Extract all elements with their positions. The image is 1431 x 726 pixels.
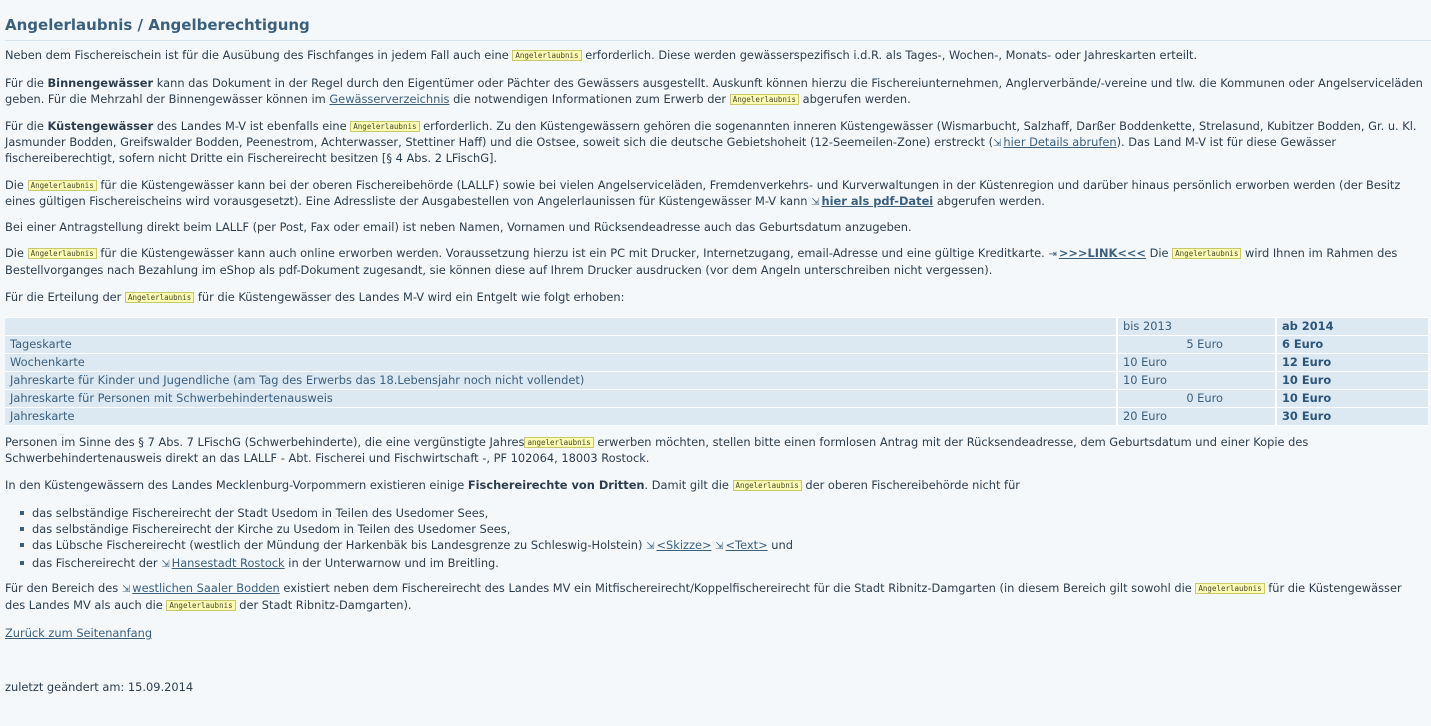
page-title: Angelerlaubnis / Angelberechtigung <box>5 16 310 34</box>
text: des Landes M-V ist ebenfalls eine <box>156 119 347 133</box>
text: abgerufen werden. <box>936 193 1045 208</box>
text: erforderlich. Zu den Küstengewässern gehören die sogenannten inneren Küstengewässer (Wismarbucht, Salzhaff, Darßer Boddenkette, Strelasund, Kubitzer Bodden, Gr. u. Kl. Jasmunder Bodden, Greifswalder Bodden, Peenestrom, Achterwasser, Stettiner Haff) und die Ostsee, soweit sich die deutsche Gebietshoheit (12-Seemeilen-Zone) erstreckt ( <box>5 119 1417 149</box>
disabled-persons-paragraph <box>5 435 1425 466</box>
rostock-link[interactable]: Hansestadt Rostock <box>171 556 285 570</box>
text: für die Küstengewässer kann auch online erworben werden. Voraussetzung hierzu ist ein PC mit Drucker, Internetzugang, email-Adresse und eine gültige Kreditkarte. <box>100 246 1045 260</box>
keyword-badge: Angelerlaubnis <box>125 292 194 303</box>
old-price-cell: 10 Euro <box>1116 354 1275 371</box>
new-price-cell: 10 Euro <box>1275 390 1428 407</box>
waters-directory-link[interactable]: Gewässerverzeichnis <box>329 91 450 106</box>
bold-text: Binnengewässer <box>47 76 154 90</box>
keyword-badge: Angelerlaubnis <box>28 180 97 191</box>
text: Für die <box>5 119 44 133</box>
address-list-pdf-link[interactable]: hier als pdf-Datei <box>821 193 934 208</box>
new-price-cell: 12 Euro <box>1275 354 1428 371</box>
details-link[interactable]: hier Details abrufen <box>1003 134 1117 149</box>
bullet-icon <box>20 561 24 565</box>
application-paragraph: Bei einer Antragstellung direkt beim LALLF (per Post, Fax oder email) ist neben Namen, Vornamen und Rücksendeadresse auch das Geburtsdatum anzugeben. <box>5 220 912 234</box>
text: abgerufen werden. <box>802 91 911 106</box>
list-item <box>20 505 1420 521</box>
old-price-cell: 10 Euro <box>1116 372 1275 389</box>
online-purchase-paragraph <box>5 246 1425 278</box>
text: Die <box>5 178 24 192</box>
coastal-waters-paragraph <box>5 119 1425 167</box>
table-row <box>5 408 1428 425</box>
header-cell <box>5 318 1116 335</box>
list-item <box>20 521 1420 537</box>
list-item <box>20 537 1420 555</box>
inland-waters-paragraph <box>5 76 1425 107</box>
last-modified-text: zuletzt geändert am: 15.09.2014 <box>5 680 194 694</box>
text: für die Küstengewässer des Landes MV als auch die <box>5 581 1402 612</box>
fees-table <box>5 317 1428 426</box>
external-link-icon: ⇲ <box>715 541 724 552</box>
text: erwerben möchten, stellen bitte einen formlosen Antrag mit der Rücksendeadresse, dem Geburtsdatum und einer Kopie des Schwerbehindertenausweis direkt an das LALLF - Abt. Fischerei und Fischwirtschaft -, PF 102064, 18003 Rostock. <box>5 435 1309 465</box>
text: Für die Erteilung der <box>5 290 122 304</box>
keyword-badge: Angelerlaubnis <box>512 50 581 61</box>
shop-link-icon: ⇥ <box>1048 249 1057 260</box>
text: Neben dem Fischereischein ist für die Ausübung des Fischfanges in jedem Fall auch eine <box>5 48 509 62</box>
bullet-icon <box>20 527 24 531</box>
list-item-text: in der Unterwarnow und im Breitling. <box>288 556 499 570</box>
text: Die <box>1149 246 1169 260</box>
text: wird Ihnen im Rahmen des Bestellvorganges nach Bezahlung im eShop als pdf-Dokument zugesandt, sie können diese auf Ihrem Drucker ausdrucken (vor dem Angeln unterschreiben nicht vergessen). <box>5 246 1398 277</box>
intro-paragraph <box>5 48 1425 64</box>
title-divider <box>5 40 1431 41</box>
permit-type-cell: Wochenkarte <box>5 354 1116 371</box>
external-link-icon: ⇲ <box>121 584 131 595</box>
list-item-text: und <box>771 538 793 552</box>
back-to-top-link[interactable]: Zurück zum Seitenanfang <box>5 626 153 640</box>
text: Personen im Sinne des § 7 Abs. 7 LFischG (Schwerbehinderte), die eine vergünstigte Jahres <box>5 435 525 449</box>
text: für die Küstengewässer kann bei der oberen Fischereibehörde (LALLF) sowie bei vielen Angelserviceläden, Fremdenverkehrs- und Kurverwaltungen in der Küstenregion und darüber hinaus persönlich erworben werden (der Besitz eines gültigen Fischereischeins wird vorausgesetzt). Eine Adressliste der Ausgabestellen von Angelerlaunissen für Küstengewässer M-V kann <box>5 178 1401 208</box>
bullet-icon <box>20 511 24 515</box>
sketch-link[interactable]: <Skizze> <box>656 538 712 552</box>
back-to-top-wrapper <box>5 626 152 642</box>
bullet-icon <box>20 543 24 547</box>
eshop-link[interactable]: >>>LINK<<< <box>1058 246 1146 260</box>
text: In den Küstengewässern des Landes Mecklenburg-Vorpommern existieren einige <box>5 478 465 492</box>
text: die notwendigen Informationen zum Erwerb der <box>453 91 727 106</box>
keyword-badge: Angelerlaubnis <box>350 121 419 132</box>
table-row <box>5 336 1428 353</box>
permit-type-cell: Jahreskarte für Personen mit Schwerbehindertenausweis <box>5 390 1116 407</box>
keyword-badge: Angelerlaubnis <box>1195 583 1264 594</box>
fees-intro-paragraph <box>5 290 1425 306</box>
old-price-cell: 0 Euro <box>1116 390 1275 407</box>
external-link-icon: ⇲ <box>161 559 170 570</box>
table-row <box>5 372 1428 389</box>
text: der Stadt Ribnitz-Damgarten). <box>239 597 412 612</box>
external-link-icon: ⇲ <box>993 137 1002 149</box>
text: Für den Bereich des <box>5 581 119 595</box>
keyword-badge: Angelerlaubnis <box>28 248 97 259</box>
keyword-badge: Angelerlaubnis <box>166 600 235 611</box>
table-row <box>5 390 1428 407</box>
keyword-badge: Angelerlaubnis <box>733 480 802 491</box>
text: . Damit gilt die <box>644 478 729 492</box>
pdf-link-icon: ⇲ <box>811 196 820 208</box>
keyword-badge: angelerlaubnis <box>524 437 593 448</box>
third-party-rights-paragraph <box>5 478 1425 494</box>
old-price-cell: 5 Euro <box>1116 336 1275 353</box>
text: erforderlich. Diese werden gewässerspezifisch i.d.R. als Tages-, Wochen-, Monats- oder Jahreskarten erteilt. <box>585 48 1198 62</box>
list-item-text: das Lübsche Fischereirecht (westlich der Mündung der Harkenbäk bis Landesgrenze zu Schleswig-Holstein) <box>32 538 643 552</box>
list-item-text: das selbständige Fischereirecht der Stadt Usedom in Teilen des Usedomer Sees, <box>32 506 489 520</box>
saaler-bodden-link[interactable]: westlichen Saaler Bodden <box>132 581 280 595</box>
table-row <box>5 354 1428 371</box>
list-item-text: das selbständige Fischereirecht der Kirche zu Usedom in Teilen des Usedomer Sees, <box>32 522 511 536</box>
fishing-rights-list <box>5 505 1420 573</box>
new-price-cell: 30 Euro <box>1275 408 1428 425</box>
bold-text: Fischereirechte von Dritten <box>467 478 645 492</box>
permit-type-cell: Tageskarte <box>5 336 1116 353</box>
text: Die <box>5 246 24 260</box>
list-item <box>20 555 1420 573</box>
list-item-text: das Fischereirecht der <box>32 556 158 570</box>
external-link-icon: ⇲ <box>646 541 655 552</box>
text: der oberen Fischereibehörde nicht für <box>805 478 1020 492</box>
table-header-row <box>5 318 1428 335</box>
header-cell: bis 2013 <box>1116 318 1275 335</box>
text: kann das Dokument in der Regel durch den Eigentümer oder Pächter des Gewässers ausgestellt. Auskunft können hierzu die Fischereiunternehmen, Anglerverbände/-vereine und tlw. die Kommunen oder Angelserviceläden geben. Für die Mehrzahl der Binnengewässer können im <box>5 76 1423 106</box>
new-price-cell: 10 Euro <box>1275 372 1428 389</box>
permit-type-cell: Jahreskarte für Kinder und Jugendliche (am Tag des Erwerbs das 18.Lebensjahr noch nicht vollendet) <box>5 372 1116 389</box>
bold-text: Küstengewässer <box>47 119 154 133</box>
text: für die Küstengewässer des Landes M-V wird ein Entgelt wie folgt erhoben: <box>197 290 625 304</box>
text: ). Das Land M-V ist für diese Gewässer fischereiberechtigt, sofern nicht Dritte ein Fischereirecht besitzen [§ 4 Abs. 2 LFischG]. <box>5 134 1337 165</box>
header-cell: ab 2014 <box>1275 318 1428 335</box>
text: existiert neben dem Fischereirecht des Landes MV ein Mitfischereirecht/Koppelfischereirecht für die Stadt Ribnitz-Damgarten (in diesem Bereich gilt sowohl die <box>283 581 1192 595</box>
keyword-badge: Angelerlaubnis <box>1172 248 1241 259</box>
permit-type-cell: Jahreskarte <box>5 408 1116 425</box>
new-price-cell: 6 Euro <box>1275 336 1428 353</box>
old-price-cell: 20 Euro <box>1116 408 1275 425</box>
saaler-bodden-paragraph <box>5 581 1425 613</box>
keyword-badge: Angelerlaubnis <box>730 94 799 105</box>
text-link[interactable]: <Text> <box>725 538 768 552</box>
coastal-permit-purchase-paragraph <box>5 178 1425 210</box>
text: Für die <box>5 76 44 90</box>
